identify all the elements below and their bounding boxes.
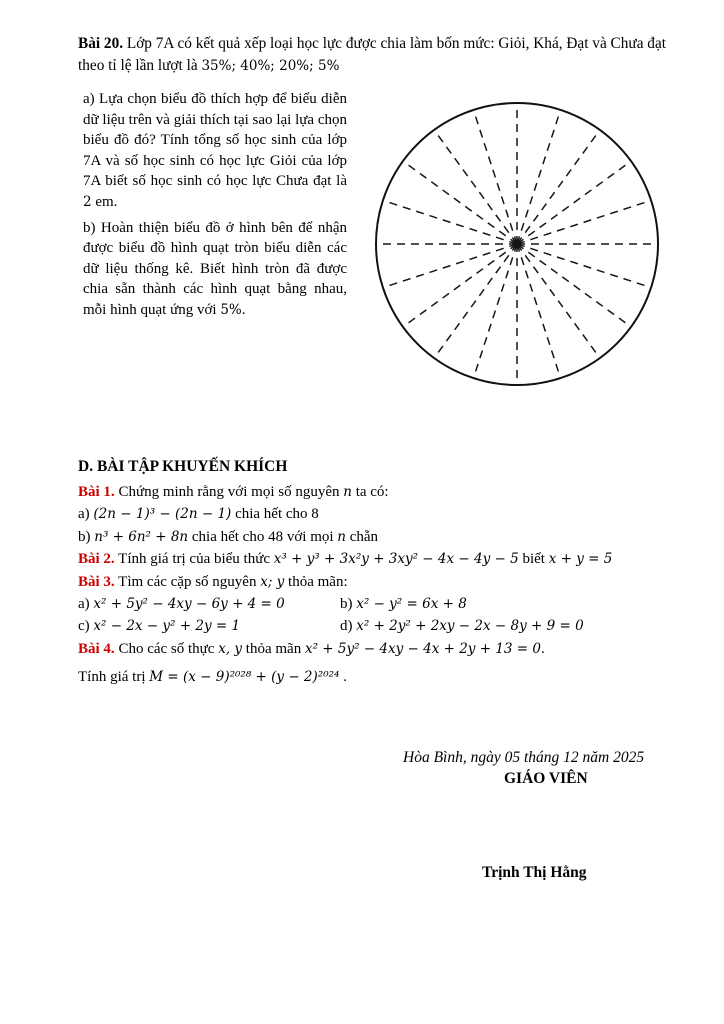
exercises-block: [78, 481, 680, 690]
part-a-text: a) Lựa chọn biểu đồ thích hợp để biểu diễn dữ liệu trên và giải thích tại sao lại lựa chọn biểu đồ đó? Tính tổng số học sinh của lớp 7A và số học sinh có học lực Giỏi của lớp 7A biết số học sinh có học lực Chưa đạt là: [83, 91, 347, 190]
exercise-4-text2: thỏa mãn: [245, 640, 302, 657]
exercise-1-intro: [78, 481, 680, 503]
ex3-item-c-math: x² − 2x − y² + 2y = 1: [93, 618, 241, 635]
item-b-math-n: n: [337, 528, 346, 545]
pie-sector-divider: [474, 112, 517, 244]
ex3-item-d-label: d): [340, 618, 353, 635]
pie-chart-svg: [372, 99, 662, 389]
pie-sector-divider: [517, 244, 599, 356]
part-b-percent: 5%: [220, 301, 242, 318]
part-b-paragraph: [83, 218, 347, 321]
item-a-label: a): [78, 506, 90, 523]
exercise-4-period: .: [541, 640, 545, 657]
exercise-3-intro: [78, 571, 680, 593]
exercise-2-text2: biết: [522, 551, 545, 568]
pie-chart-figure: [372, 99, 662, 389]
pie-sector-divider: [517, 112, 560, 244]
item-a-text: chia hết cho 8: [235, 506, 319, 523]
exercise-4-value-line: [78, 664, 680, 690]
teacher-signature-name: Trịnh Thị Hằng: [482, 864, 587, 881]
item-b-text2: chẵn: [349, 528, 379, 545]
item-b-label: b): [78, 528, 91, 545]
exercise-4-value-period: .: [343, 669, 347, 686]
exercise-4-math: x² + 5y² − 4xy − 4x + 2y + 13 = 0: [304, 640, 541, 657]
teacher-role-label: GIÁO VIÊN: [504, 770, 588, 787]
ex3-item-d-math: x² + 2y² + 2xy − 2x − 8y + 9 = 0: [356, 618, 584, 635]
section-d-heading: D. BÀI TẬP KHUYẾN KHÍCH: [78, 458, 288, 475]
pie-sector-divider: [435, 132, 517, 244]
exercise-1-math-n: n: [343, 484, 352, 500]
ex3-item-a: [78, 593, 340, 615]
exercise-1-label: Bài 1.: [78, 484, 115, 500]
part-b-text: b) Hoàn thiện biểu đồ ở hình bên để nhận được biểu đồ hình quạt tròn biểu diễn các dữ liệu thống kê. Biết hình tròn đã được chia sẵn thành các hình quạt bằng nhau, mỗi hình quạt ứng với: [83, 219, 347, 318]
exercise-3-label: Bài 3.: [78, 573, 115, 590]
pie-sector-divider: [385, 244, 517, 287]
exercise-4-text: Cho các số thực: [118, 640, 215, 657]
pie-sector-divider: [474, 244, 517, 376]
problem20-label: Bài 20.: [78, 35, 124, 52]
pie-sector-divider: [517, 162, 629, 244]
problem20-intro-text: Lớp 7A có kết quả xếp loại học lực được chia làm bốn mức: Giỏi, Khá, Đạt và Chưa đạt theo tỉ lệ lần lượt là: [78, 35, 667, 74]
ex3-item-b: [340, 593, 680, 615]
part-a-number: 2: [83, 193, 92, 210]
problem20-parts-column: [83, 89, 347, 321]
exercise-4-value-text: Tính giá trị: [78, 669, 146, 686]
exercise-4-value-math: M = (x − 9)²⁰²⁸ + (y − 2)²⁰²⁴: [149, 669, 340, 686]
item-b-math: n³ + 6n² + 8n: [94, 528, 189, 545]
problem20-ratios: 35%; 40%; 20%; 5%: [201, 57, 340, 74]
exercise-2-math2: x + y = 5: [548, 551, 613, 568]
exercise-1-item-a: [78, 503, 680, 525]
problem20-paragraph: [78, 33, 678, 77]
part-a-paragraph: [83, 89, 347, 213]
exercise-2-label: Bài 2.: [78, 551, 115, 568]
pie-sector-divider: [517, 244, 629, 326]
item-a-math: (2n − 1)³ − (2n − 1): [93, 506, 232, 523]
exercise-4-label: Bài 4.: [78, 640, 115, 657]
item-b-text: chia hết cho 48 với mọi: [191, 528, 334, 545]
pie-sector-divider: [405, 162, 517, 244]
exercise-4-line: [78, 638, 680, 660]
ex3-item-a-label: a): [78, 596, 90, 613]
pie-sector-divider: [517, 244, 560, 376]
pie-sector-divider: [517, 201, 649, 244]
pie-sector-divider: [385, 201, 517, 244]
ex3-item-c: [78, 615, 340, 637]
pie-sector-divider: [517, 244, 649, 287]
exercise-3-text2: thỏa mãn:: [288, 573, 348, 590]
exercise-4-math-xy: x, y: [218, 640, 243, 657]
exercise-3-row-2: [78, 615, 680, 637]
ex3-item-b-math: x² − y² = 6x + 8: [356, 596, 467, 613]
ex3-item-c-label: c): [78, 618, 90, 635]
exercise-1-item-b: [78, 526, 680, 548]
exercise-1-text: Chứng minh rằng với mọi số nguyên: [118, 484, 340, 500]
exercise-3-row-1: [78, 593, 680, 615]
pie-sector-divider: [435, 244, 517, 356]
ex3-item-d: [340, 615, 680, 637]
ex3-item-b-label: b): [340, 596, 353, 613]
part-a-end: em.: [95, 193, 118, 210]
exercise-2-line: [78, 548, 680, 570]
part-b-end: .: [241, 301, 246, 318]
exercise-1-text2: ta có:: [355, 484, 389, 500]
exercise-3-text: Tìm các cặp số nguyên: [118, 573, 257, 590]
ex3-item-a-math: x² + 5y² − 4xy − 6y + 4 = 0: [93, 596, 285, 613]
pie-sector-divider: [517, 132, 599, 244]
exercise-3-math-xy: x; y: [260, 573, 285, 590]
exercise-2-text: Tính giá trị của biểu thức: [118, 551, 271, 568]
exercise-2-math: x³ + y³ + 3x²y + 3xy² − 4x − 4y − 5: [273, 551, 519, 568]
place-date-line: Hòa Bình, ngày 05 tháng 12 năm 2025: [403, 749, 645, 766]
pie-sector-divider: [405, 244, 517, 326]
